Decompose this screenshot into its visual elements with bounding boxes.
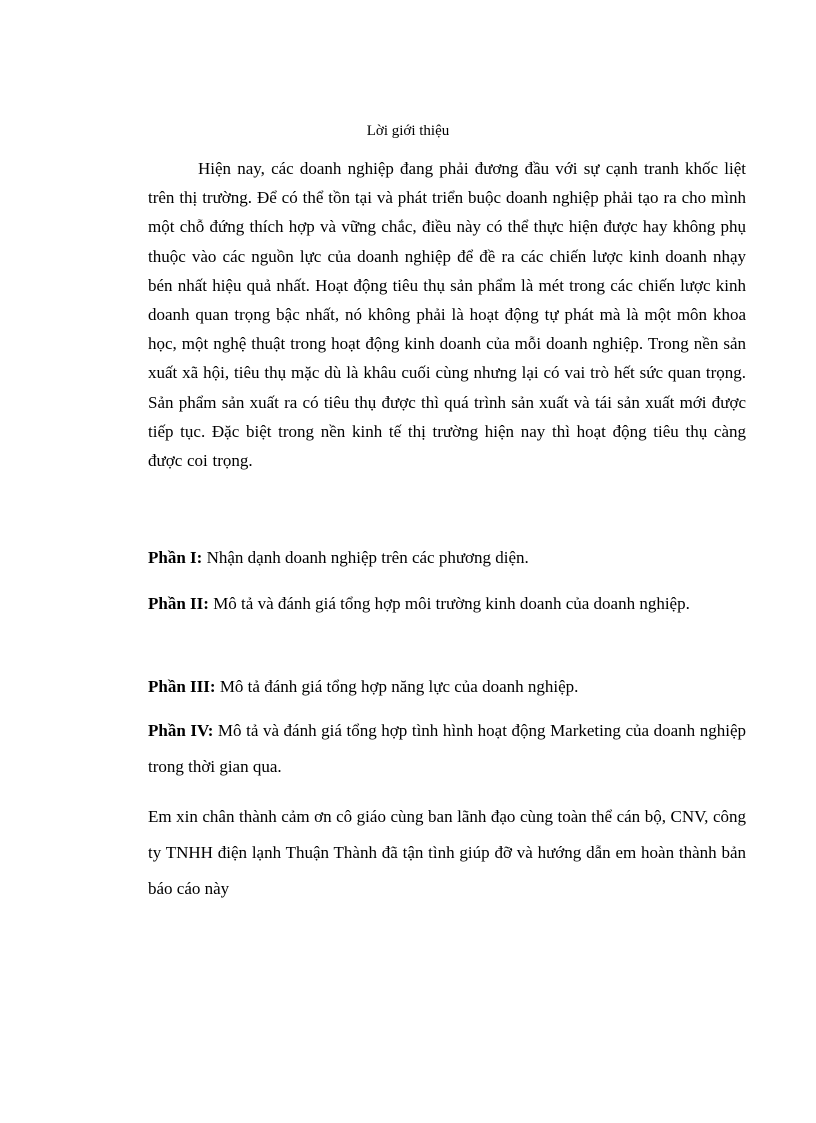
section-text: Nhận dạnh doanh nghiệp trên các phương diện.	[202, 548, 529, 567]
section-text: Mô tả và đánh giá tổng hợp tình hình hoạt động Marketing của doanh nghiệp trong thời gian qua.	[148, 721, 746, 776]
section-part-1	[148, 545, 746, 571]
section-part-4	[148, 713, 746, 785]
section-label: Phần II:	[148, 594, 209, 613]
section-part-3	[148, 672, 746, 702]
intro-paragraph: Hiện nay, các doanh nghiệp đang phải đương đầu với sự cạnh tranh khốc liệt trên thị trường. Để có thể tồn tại và phát triển buộc doanh nghiệp phải tạo ra cho mình một chỗ đứng thích hợp và vững chắc, điều này có thể thực hiện được hay không phụ thuộc vào các nguồn lực của doanh nghiệp để đề ra các chiến lược kinh doanh nhạy bén nhất hiệu quả nhất. Hoạt động tiêu thụ sản phẩm là mét trong các chiến lược kinh doanh quan trọng bậc nhất, nó không phải là hoạt động tự phát mà là một môn khoa học, một nghệ thuật trong hoạt động kinh doanh của mỗi doanh nghiệp. Trong nền sản xuất xã hội, tiêu thụ mặc dù là khâu cuối cùng nhưng lại có vai trò hết sức quan trọng. Sản phẩm sản xuất ra có tiêu thụ được thì quá trình sản xuất và tái sản xuất mới được tiếp tục. Đặc biệt trong nền kinh tế thị trường hiện nay thì hoạt động tiêu thụ càng được coi trọng.	[148, 159, 746, 471]
thanks-paragraph: Em xin chân thành cảm ơn cô giáo cùng ban lãnh đạo cùng toàn thể cán bộ, CNV, công ty TNHH điện lạnh Thuận Thành đã tận tình giúp đỡ và hướng dẫn em hoàn thành bản báo cáo này	[148, 807, 746, 898]
page-title: Lời giới thiệu	[366, 123, 450, 139]
section-label: Phần III:	[148, 677, 216, 696]
section-part-2	[148, 586, 746, 622]
section-text: Mô tả và đánh giá tổng hợp môi trường kinh doanh của doanh nghiệp.	[208, 594, 690, 613]
section-label: Phần IV:	[148, 721, 214, 740]
section-label: Phần I:	[148, 548, 203, 567]
section-text: Mô tả đánh giá tổng hợp năng lực của doanh nghiệp.	[215, 677, 579, 696]
